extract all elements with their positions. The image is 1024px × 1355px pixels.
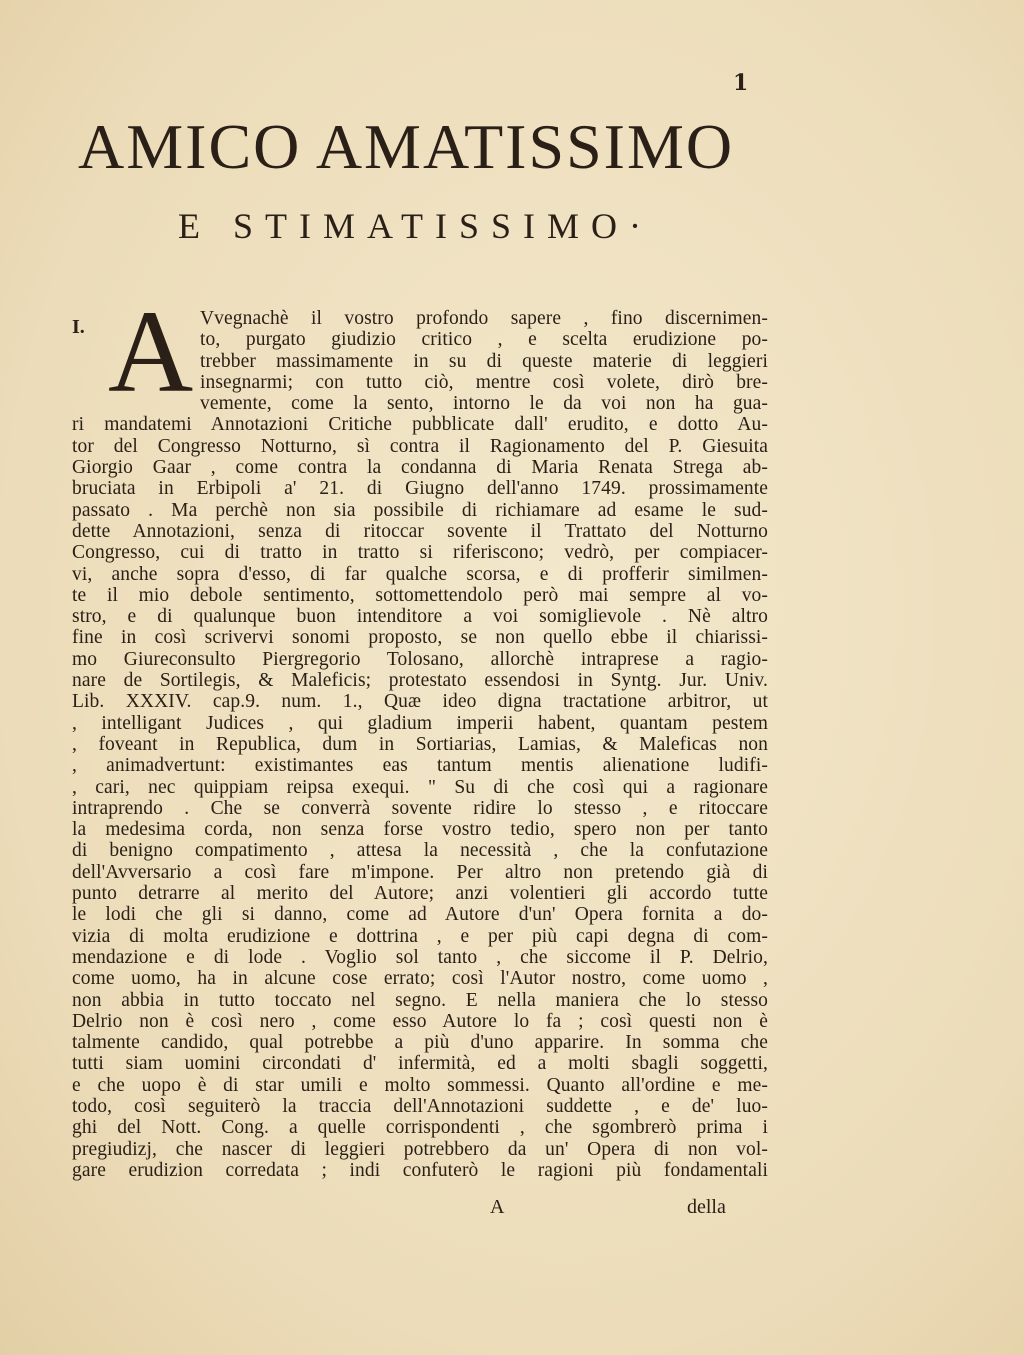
text-line: non abbia in tutto toccato nel segno. E nella maniera che lo stesso bbox=[72, 989, 768, 1011]
text-line: pregiudizj, che nascer di leggieri potrebbero da un' Opera di non vol- bbox=[72, 1138, 768, 1160]
text-line: tor del Congresso Notturno, sì contra il Ragionamento del P. Giesuita bbox=[72, 435, 768, 457]
text-line: dette Annotazioni, senza di ritoccar sovente il Trattato del Notturno bbox=[72, 520, 768, 542]
text-line: , foveant in Republica, dum in Sortiarias, Lamias, & Maleficas non bbox=[72, 733, 768, 755]
text-line: intraprendo . Che se converrà sovente ridire lo stesso , e ritoccare bbox=[72, 797, 768, 819]
text-line: ghi del Nott. Cong. a quelle corrispondenti , che sgombrerò prima i bbox=[72, 1117, 768, 1139]
page-title: AMICO AMATISSIMO bbox=[78, 111, 735, 182]
text-line: Giorgio Gaar , come contra la condanna di Maria Renata Strega ab- bbox=[72, 457, 768, 479]
page-number: 1 bbox=[733, 70, 749, 96]
text-line: vizia di molta erudizione e dottrina , e per più capi degna di com- bbox=[72, 925, 768, 947]
paragraph-number: I. bbox=[72, 316, 85, 338]
text-line: di benigno compatimento , attesa la necessità , che la confutazione bbox=[72, 840, 768, 862]
text-line: vi, anche sopra d'esso, di far qualche scorsa, e di profferir similmen- bbox=[72, 563, 768, 585]
text-line: , cari, nec quippiam reipsa exequi. " Su di che così qui a ragionare bbox=[72, 776, 768, 798]
text-line: Lib. XXXIV. cap.9. num. 1., Quæ ideo digna tractatione arbitror, ut bbox=[72, 691, 768, 713]
text-line: , animadvertunt: existimantes eas tantum mentis alienatione ludifi- bbox=[72, 755, 768, 777]
body-text bbox=[72, 308, 768, 1181]
text-line: talmente candido, qual potrebbe a più d'uno apparire. In somma che bbox=[72, 1032, 768, 1054]
text-line: , intelligant Judices , qui gladium imperii habent, quantam pestem bbox=[72, 712, 768, 734]
text-line: insegnarmi; con tutto ciò, mentre così volete, dirò bre- bbox=[200, 371, 768, 393]
drop-cap: A bbox=[108, 286, 194, 417]
text-line: punto detrarre al merito del Autore; anzi volentieri gli accordo tutte bbox=[72, 883, 768, 905]
signature-mark: A bbox=[490, 1196, 505, 1218]
text-line: la medesima corda, non senza forse vostro tedio, spero non per tanto bbox=[72, 819, 768, 841]
text-line: dell'Avversario a così fare m'impone. Per altro non pretendo già di bbox=[72, 861, 768, 883]
text-line: Vvegnachè il vostro profondo sapere , fino discernimen- bbox=[200, 308, 768, 329]
text-line: Congresso, cui di tratto in tratto si riferiscono; vedrò, per compiacer- bbox=[72, 542, 768, 564]
text-line: to, purgato giudizio critico , e scelta erudizione po- bbox=[200, 329, 768, 351]
text-line: tutti siam uomini circondati d' infermità, ed a molti sbagli soggetti, bbox=[72, 1053, 768, 1075]
text-line: stro, e di qualunque buon intenditore a voi somiglievole . Nè altro bbox=[72, 606, 768, 628]
text-line: gare erudizion corredata ; indi confuterò le ragioni più fondamentali bbox=[72, 1159, 768, 1181]
text-line: vemente, come la sento, intorno le da voi non ha gua- bbox=[200, 393, 768, 415]
text-line: come uomo, ha in alcune cose errato; così l'Autor nostro, come uomo , bbox=[72, 968, 768, 990]
text-line: nare de Sortilegis, & Maleficis; protestato essendosi in Syntg. Jur. Univ. bbox=[72, 670, 768, 692]
text-line: le lodi che gli si danno, come ad Autore d'un' Opera fornita a do- bbox=[72, 904, 768, 926]
text-line: te il mio debole sentimento, sottomettendolo però mai sempre al vo- bbox=[72, 584, 768, 606]
text-line: mo Giureconsulto Piergregorio Tolosano, allorchè intraprese a ragio- bbox=[72, 648, 768, 670]
text-line: trebber massimamente in su di queste materie di leggieri bbox=[200, 350, 768, 372]
text-line: fine in così scrivervi sonomi proposto, se non quello ebbe il chiarissi- bbox=[72, 627, 768, 649]
text-line: Delrio non è così nero , come esso Autore lo fa ; così questi non è bbox=[72, 1010, 768, 1032]
text-line: e che uopo è di star umili e molto sommessi. Quanto all'ordine e me- bbox=[72, 1074, 768, 1096]
page-subtitle: E STIMATISSIMO· bbox=[178, 206, 654, 246]
text-line: mendazione e di lode . Voglio sol tanto , che siccome il P. Delrio, bbox=[72, 946, 768, 968]
text-line: bruciata in Erbipoli a' 21. di Giugno dell'anno 1749. prossimamente bbox=[72, 478, 768, 500]
text-line: todo, così seguiterò la traccia dell'Annotazioni suddette , e de' luo- bbox=[72, 1095, 768, 1117]
text-line: passato . Ma perchè non sia possibile di richiamare ad esame le sud- bbox=[72, 499, 768, 521]
text-line: ri mandatemi Annotazioni Critiche pubblicate dall' erudito, e dotto Au- bbox=[72, 414, 768, 436]
catchword: della bbox=[687, 1196, 726, 1218]
